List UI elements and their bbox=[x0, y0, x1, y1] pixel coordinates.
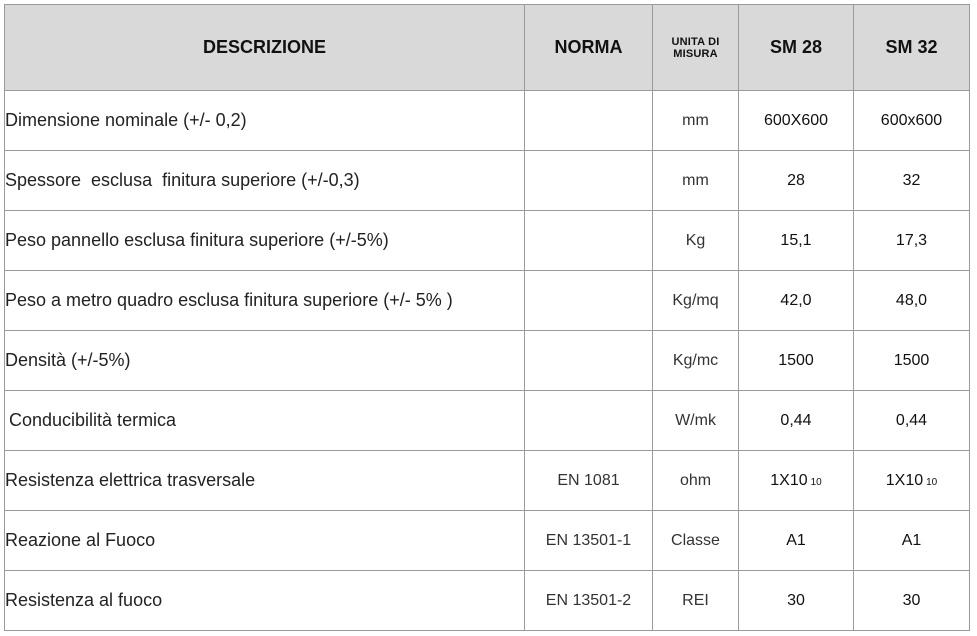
row-value-sm28: A1 bbox=[739, 511, 854, 571]
row-unit: Kg/mc bbox=[653, 331, 739, 391]
row-unit: mm bbox=[653, 151, 739, 211]
row-value-sm28: 30 bbox=[739, 571, 854, 631]
row-norma bbox=[525, 271, 653, 331]
row-unit: ohm bbox=[653, 451, 739, 511]
table-row bbox=[5, 151, 970, 211]
spec-table bbox=[4, 4, 970, 631]
table-row bbox=[5, 211, 970, 271]
table-row bbox=[5, 331, 970, 391]
row-value-sm32: A1 bbox=[854, 511, 970, 571]
value-exponent: 10 bbox=[810, 476, 822, 488]
table-row bbox=[5, 271, 970, 331]
col-header-unita bbox=[653, 5, 739, 91]
row-description: Dimensione nominale (+/- 0,2) bbox=[5, 91, 525, 151]
row-value-sm32: 17,3 bbox=[854, 211, 970, 271]
value-exponent: 10 bbox=[926, 476, 938, 488]
col-header-descrizione: DESCRIZIONE bbox=[5, 5, 525, 91]
row-description: Spessore esclusa finitura superiore (+/-0,3) bbox=[5, 151, 525, 211]
row-value-sm32: 1500 bbox=[854, 331, 970, 391]
row-value-sm28: 0,44 bbox=[739, 391, 854, 451]
row-value-sm32: 48,0 bbox=[854, 271, 970, 331]
row-norma: EN 13501-2 bbox=[525, 571, 653, 631]
row-description: Densità (+/-5%) bbox=[5, 331, 525, 391]
header-row bbox=[5, 5, 970, 91]
row-value-sm28 bbox=[739, 451, 854, 511]
row-description: Conducibilità termica bbox=[5, 391, 525, 451]
table-row bbox=[5, 571, 970, 631]
col-header-sm28: SM 28 bbox=[739, 5, 854, 91]
value-base: 1X10 bbox=[885, 471, 924, 489]
row-norma bbox=[525, 151, 653, 211]
row-value-sm32 bbox=[854, 451, 970, 511]
row-norma: EN 13501-1 bbox=[525, 511, 653, 571]
row-norma: EN 1081 bbox=[525, 451, 653, 511]
value-base: 1X10 bbox=[770, 471, 808, 489]
row-value-sm28: 28 bbox=[739, 151, 854, 211]
table-row bbox=[5, 91, 970, 151]
row-unit: Kg bbox=[653, 211, 739, 271]
row-norma bbox=[525, 391, 653, 451]
row-value-sm32: 32 bbox=[854, 151, 970, 211]
row-value-sm28: 42,0 bbox=[739, 271, 854, 331]
col-header-sm32: SM 32 bbox=[854, 5, 970, 91]
row-value-sm32: 30 bbox=[854, 571, 970, 631]
row-value-sm28: 1500 bbox=[739, 331, 854, 391]
row-description: Resistenza elettrica trasversale bbox=[5, 451, 525, 511]
col-header-unita-line1: UNITA DI bbox=[671, 35, 720, 48]
row-unit: mm bbox=[653, 91, 739, 151]
col-header-unita-line2: MISURA bbox=[673, 47, 718, 60]
row-description: Peso a metro quadro esclusa finitura superiore (+/- 5% ) bbox=[5, 271, 525, 331]
row-norma bbox=[525, 331, 653, 391]
table-row bbox=[5, 451, 970, 511]
row-unit: Kg/mq bbox=[653, 271, 739, 331]
row-unit: W/mk bbox=[653, 391, 739, 451]
table-row bbox=[5, 511, 970, 571]
row-value-sm32: 600x600 bbox=[854, 91, 970, 151]
col-header-norma: NORMA bbox=[525, 5, 653, 91]
row-description: Peso pannello esclusa finitura superiore (+/-5%) bbox=[5, 211, 525, 271]
row-unit: Classe bbox=[653, 511, 739, 571]
row-value-sm28: 600X600 bbox=[739, 91, 854, 151]
row-unit: REI bbox=[653, 571, 739, 631]
row-description: Resistenza al fuoco bbox=[5, 571, 525, 631]
row-norma bbox=[525, 211, 653, 271]
row-description: Reazione al Fuoco bbox=[5, 511, 525, 571]
row-norma bbox=[525, 91, 653, 151]
row-value-sm28: 15,1 bbox=[739, 211, 854, 271]
row-value-sm32: 0,44 bbox=[854, 391, 970, 451]
table-row bbox=[5, 391, 970, 451]
